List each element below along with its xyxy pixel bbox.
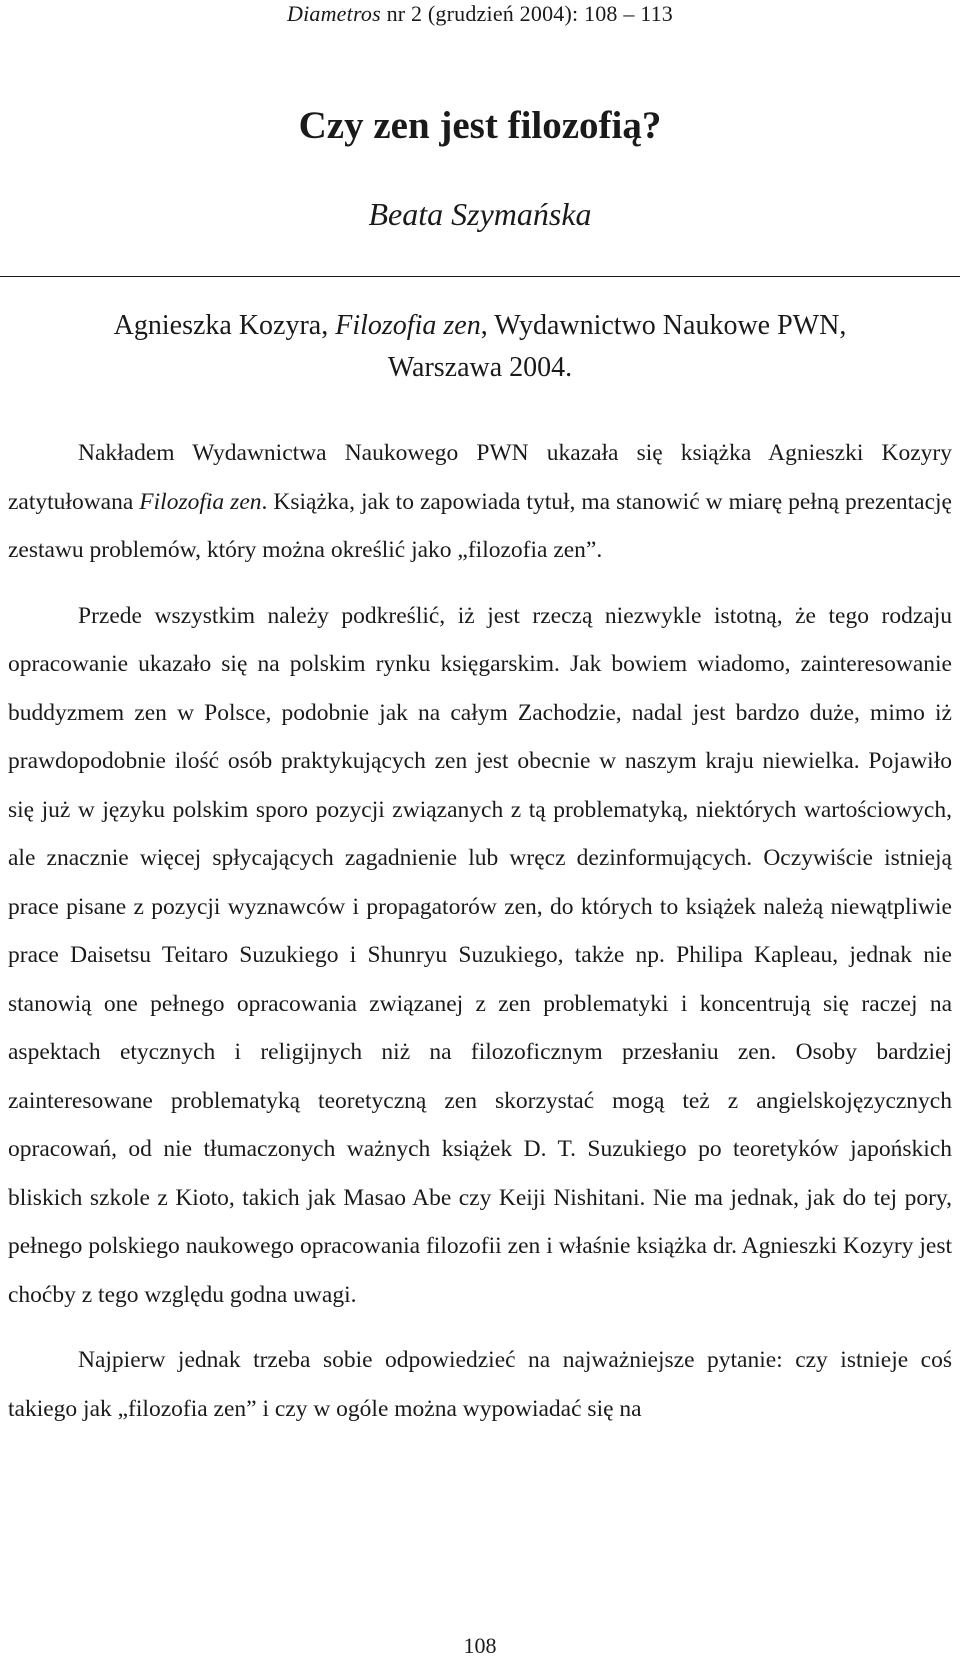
book-publisher: , Wydawnictwo Naukowe PWN, [480, 310, 847, 341]
header-divider [0, 276, 960, 277]
book-author: Agnieszka Kozyra, [113, 310, 336, 341]
article-author: Beata Szymańska [368, 196, 592, 232]
page-number: 108 [463, 1633, 497, 1658]
article-body [8, 429, 952, 1450]
journal-name: Diametros [286, 1, 381, 26]
book-title: Filozofia zen [335, 310, 481, 341]
paragraph-1 [8, 429, 952, 575]
paragraph-1-text-a: Nakładem Wydawnictwa Naukowego PWN ukazała się książka Agnieszki Kozyry zatytułowana [8, 440, 952, 515]
paragraph-3: Najpierw jednak trzeba sobie odpowiedzieć na najważniejsze pytanie: czy istnieje coś takiego jak „filozofia zen” i czy w ogóle można wypowiadać się na [8, 1347, 952, 1422]
running-header [0, 0, 960, 28]
reviewed-book-citation [0, 305, 960, 389]
paragraph-2: Przede wszystkim należy podkreślić, iż jest rzeczą niezwykle istotną, że tego rodzaju opracowanie ukazało się na polskim rynku księgarskim. Jak bowiem wiadomo, zainteresowanie buddyzmem zen w Polsce, podobnie jak na całym Zachodzie, nadal jest bardzo duże, mimo iż prawdopodobnie ilość osób praktykujących zen jest obecnie w naszym kraju niewielka. Pojawiło się już w języku polskim sporo pozycji związanych z tą problematyką, niektórych wartościowych, ale znacznie więcej spłycających zagadnienie lub wręcz dezinformujących. Oczywiście istnieją prace pisane z pozycji wyznawców i propagatorów zen, do których to książek należą niewątpliwie prace Daisetsu Teitaro Suzukiego i Shunryu Suzukiego, także np. Philipa Kapleau, jednak nie stanowią one pełnego opracowania związanej z zen problematyki i koncentrują się raczej na aspektach etycznych i religijnych niż na filozoficznym przesłaniu zen. Osoby bardziej zainteresowane problematyką teoretyczną zen skorzystać mogą też z angielskojęzycznych opracowań, od nie tłumaczonych ważnych książek D. T. Suzukiego po teoretyków japońskich bliskich szkole z Kioto, takich jak Masao Abe czy Keiji Nishitani. Nie ma jednak, jak do tej pory, pełnego polskiego naukowego opracowania filozofii zen i właśnie książka dr. Agnieszki Kozyry jest choćby z tego względu godna uwagi. [8, 602, 952, 1308]
book-place-year: Warszawa 2004. [387, 352, 573, 383]
article-title: Czy zen jest filozofią? [298, 104, 662, 147]
paragraph-1-book-title: Filozofia zen [139, 488, 262, 515]
paragraph-1-text-c: . Książka, jak to zapowiada tytuł, ma stanowić w miarę pełną prezentację zestawu problemów, który można określić jako „filozofia zen”. [8, 488, 952, 563]
journal-issue: nr 2 (grudzień 2004): 108 – 113 [386, 1, 674, 26]
